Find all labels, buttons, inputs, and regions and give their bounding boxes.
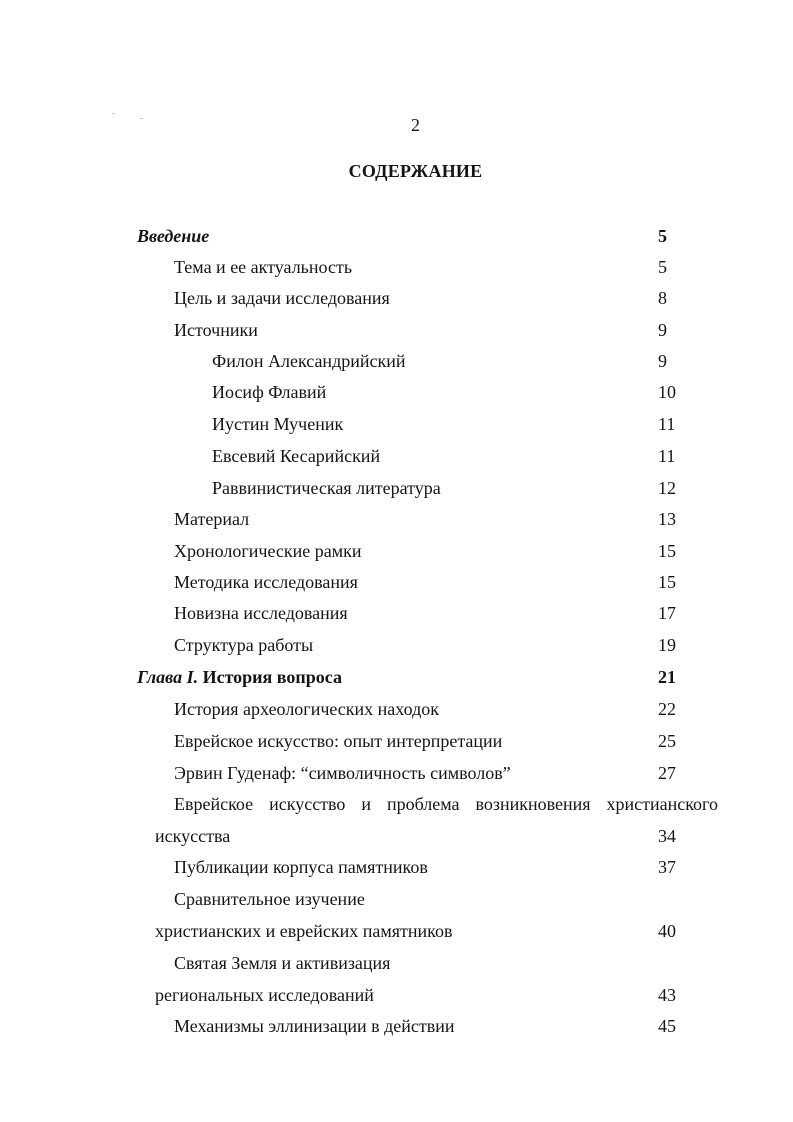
toc-intro-title: Введение [137,226,210,246]
toc-subitem-label: Раввинистическая литература [212,478,441,498]
toc-subitem-label: Иустин Мученик [212,414,344,434]
toc-item-page: 5 [658,257,667,277]
toc-item-label-line2: искусства [155,826,231,846]
toc-item-label-line1: Сравнительное изучение [174,889,365,909]
toc-subitem-label: Евсевий Кесарийский [212,446,381,466]
toc-item-page: 40 [658,921,676,941]
toc-item-page: 45 [658,1016,676,1036]
toc-subitem-page: 10 [658,382,676,402]
toc-item-label: Источники [174,320,258,340]
toc-item-label: Эрвин Гуденаф: “символичность символов” [174,763,511,783]
page-number: 2 [411,115,420,135]
scan-speck [140,118,143,119]
toc-item-page: 22 [658,699,676,719]
toc-subitem-page: 12 [658,478,676,498]
toc-item-page: 27 [658,763,676,783]
toc-subitem-label: Филон Александрийский [212,351,406,371]
toc-item-label: История археологических находок [174,699,439,719]
toc-item-label: Еврейское искусство: опыт интерпретации [174,731,503,751]
scan-speck [112,113,115,114]
toc-item-label: Цель и задачи исследования [174,288,390,308]
toc-item-page: 15 [658,572,676,592]
toc-item-page: 37 [658,857,676,877]
toc-chapter-page: 21 [658,667,676,687]
toc-item-label: Механизмы эллинизации в действии [174,1016,455,1036]
toc-item-page: 34 [658,826,676,846]
toc-item-page: 19 [658,635,676,655]
toc-subitem-label: Иосиф Флавий [212,382,327,402]
toc-item-label: Публикации корпуса памятников [174,857,428,877]
toc-item-label: Тема и ее актуальность [174,257,353,277]
toc-item-page: 25 [658,731,676,751]
toc-item-label-line1: Святая Земля и активизация [174,953,391,973]
toc-item-label-line2: региональных исследований [155,985,374,1005]
toc-item-label: Методика исследования [174,572,358,592]
toc-item-label: Структура работы [174,635,314,655]
toc-chapter-name: История вопроса [202,667,342,687]
toc-subitem-page: 11 [658,414,676,434]
toc-subitem-page: 11 [658,446,676,466]
toc-chapter-prefix: Глава I. [137,667,199,687]
toc-item-label: Материал [174,509,250,529]
toc-item-page: 8 [658,288,667,308]
toc-item-page: 9 [658,320,667,340]
toc-item-label-line2: христианских и еврейских памятников [155,921,453,941]
toc-chapter-title [137,666,342,688]
page-title: СОДЕРЖАНИЕ [348,161,483,181]
toc-item-page: 43 [658,985,676,1005]
toc-item-page: 13 [658,509,676,529]
toc-item-label-line1: Еврейское искусство и проблема возникновения христианского [174,794,718,814]
toc-intro-page: 5 [658,226,667,246]
toc-item-page: 17 [658,603,676,623]
toc-item-page: 15 [658,541,676,561]
toc-item-label: Новизна исследования [174,603,348,623]
toc-subitem-page: 9 [658,351,667,371]
toc-item-label: Хронологические рамки [174,541,362,561]
